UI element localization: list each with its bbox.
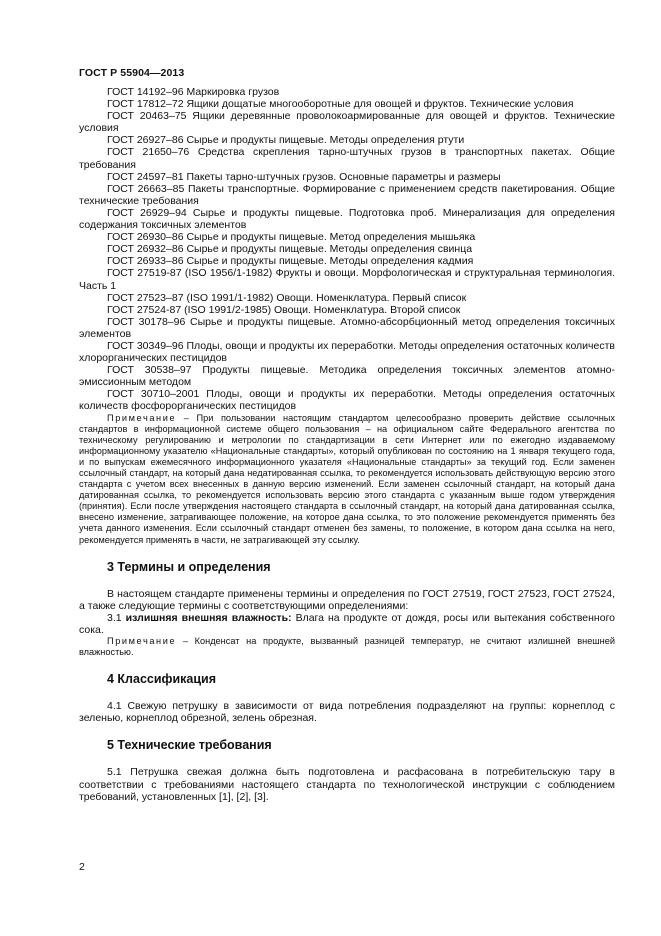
reference-item: ГОСТ 26927–86 Сырье и продукты пищевые. Методы определения ртути — [107, 134, 465, 147]
reference-item: ГОСТ 30710–2001 Плоды, овощи и продукты их переработки. Методы определения остаточных количеств фосфорорганических пестицидов — [79, 388, 615, 413]
page-number: 2 — [79, 861, 85, 873]
reference-item: ГОСТ 30178–96 Сырье и продукты пищевые. Атомно-абсорбционный метод определения токсичных элементов — [79, 315, 615, 340]
reference-item: ГОСТ 24597–81 Пакеты тарно-штучных грузов. Основные параметры и размеры — [107, 170, 501, 183]
document-body — [79, 86, 615, 803]
reference-item: ГОСТ 30538–97 Продукты пищевые. Методика определения токсичных элементов атомно-эмиссионным методом — [79, 364, 615, 389]
reference-item: ГОСТ 27524-87 (ISO 1991/2-1985) Овощи. Номенклатура. Второй список — [107, 303, 461, 316]
reference-item: ГОСТ 26929–94 Сырье и продукты пищевые. Подготовка проб. Минерализация для определения содержания токсичных элементов — [79, 206, 615, 232]
section-4-text: 4.1 Свежую петрушку в зависимости от вида потребления подразделяют на группы: корнеплод с зеленью, корнеплод обрезной, зелень обрезная. — [79, 700, 615, 725]
term-definition — [79, 612, 615, 636]
term-number: 3.1 — [107, 611, 126, 624]
reference-item: ГОСТ 26933–86 Сырье и продукты пищевые. Методы определения кадмия — [107, 255, 474, 268]
term-note-text: – Конденсат на продукте, вызванный разницей температур, не считают излишней внешней влажностью. — [79, 636, 615, 658]
reference-item: ГОСТ 21650–76 Средства скрепления тарно-штучных грузов в транспортных пакетах. Общие требования — [79, 146, 615, 171]
section-5-title: 5 Технические требования — [107, 738, 272, 753]
note-label: Примечание — [107, 412, 177, 423]
reference-item: ГОСТ 26663–85 Пакеты транспортные. Формирование с применением средств пакетирования. Общие технические требования — [79, 182, 615, 207]
section-3-title: 3 Термины и определения — [107, 559, 271, 574]
term-note-label: Примечание — [107, 636, 177, 647]
term-note — [79, 636, 615, 658]
section-4-title: 4 Классификация — [107, 672, 217, 687]
section-3-intro: В настоящем стандарте применены термины и определения по ГОСТ 27519, ГОСТ 27523, ГОСТ 27524, а также следующие термины с соответствующими определениями: — [79, 587, 615, 612]
section-5-text: 5.1 Петрушка свежая должна быть подготовлена и расфасована в потребительскую тару в соответствии с требованиями настоящего стандарта по технологической инструкции с соблюдением требований, установленных [1], [2], [3]. — [79, 766, 615, 803]
term-name: излишняя внешняя влажность: — [125, 611, 292, 624]
reference-item: ГОСТ 30349–96 Плоды, овощи и продукты их переработки. Методы определения остаточных количеств хлорорганических пестицидов — [79, 339, 615, 365]
term-definition-text: Влага на продукте от дождя, росы или вытекания собственного сока. — [79, 611, 616, 636]
document-header: ГОСТ Р 55904—2013 — [79, 67, 185, 79]
reference-item: ГОСТ 27519-87 (ISO 1956/1-1982) Фрукты и овощи. Морфологическая и структуральная терминология. Часть 1 — [79, 267, 615, 292]
reference-item: ГОСТ 26930–86 Сырье и продукты пищевые. Метод определения мышьяка — [107, 231, 476, 244]
references-note — [79, 413, 615, 546]
note-text: – При пользовании настоящим стандартом целесообразно проверить действие ссылочных стандартов в информационной системе общего пользования – на официальном сайте Федерального агентства по техническому регулированию и метрологии по стандартизации в сети Интернет или по ежегодно издаваемому информационному указателю «Национальные стандарты», который опубликован по состоянию на 1 января текущего года, и по выпускам ежемесячного информационного указателя «Национальные стандарты» за текущий год. Если заменен ссылочный стандарт, на который дана недатированная ссылка, то рекомендуется использовать действующую версию этого стандарта с учетом всех внесенных в данную версию изменений. Если заменен ссылочный стандарт, на который дана датированная ссылка, то рекомендуется использовать версию этого стандарта с указанным выше годом утверждения (принятия). Если после утверждения настоящего стандарта в ссылочный стандарт, на который дана датированная ссылка, внесено изменение, затрагивающее положение, на которое дана ссылка, то это положение рекомендуется применять без учета данного изменения. Если ссылочный стандарт отменен без замены, то положение, в котором дана ссылка на него, рекомендуется применять в части, не затрагивающей эту ссылку. — [79, 412, 615, 545]
normative-references-list — [79, 86, 615, 413]
reference-item: ГОСТ 26932–86 Сырье и продукты пищевые. Методы определения свинца — [107, 243, 473, 256]
reference-item: ГОСТ 14192–96 Маркировка грузов — [107, 86, 280, 98]
reference-item: ГОСТ 20463–75 Ящики деревянные проволокоармированные для овощей и фруктов. Технические условия — [79, 110, 615, 135]
reference-item: ГОСТ 27523–87 (ISO 1991/1-1982) Овощи. Номенклатура. Первый список — [107, 291, 467, 304]
reference-item: ГОСТ 17812–72 Ящики дощатые многооборотные для овощей и фруктов. Технические условия — [107, 98, 574, 111]
